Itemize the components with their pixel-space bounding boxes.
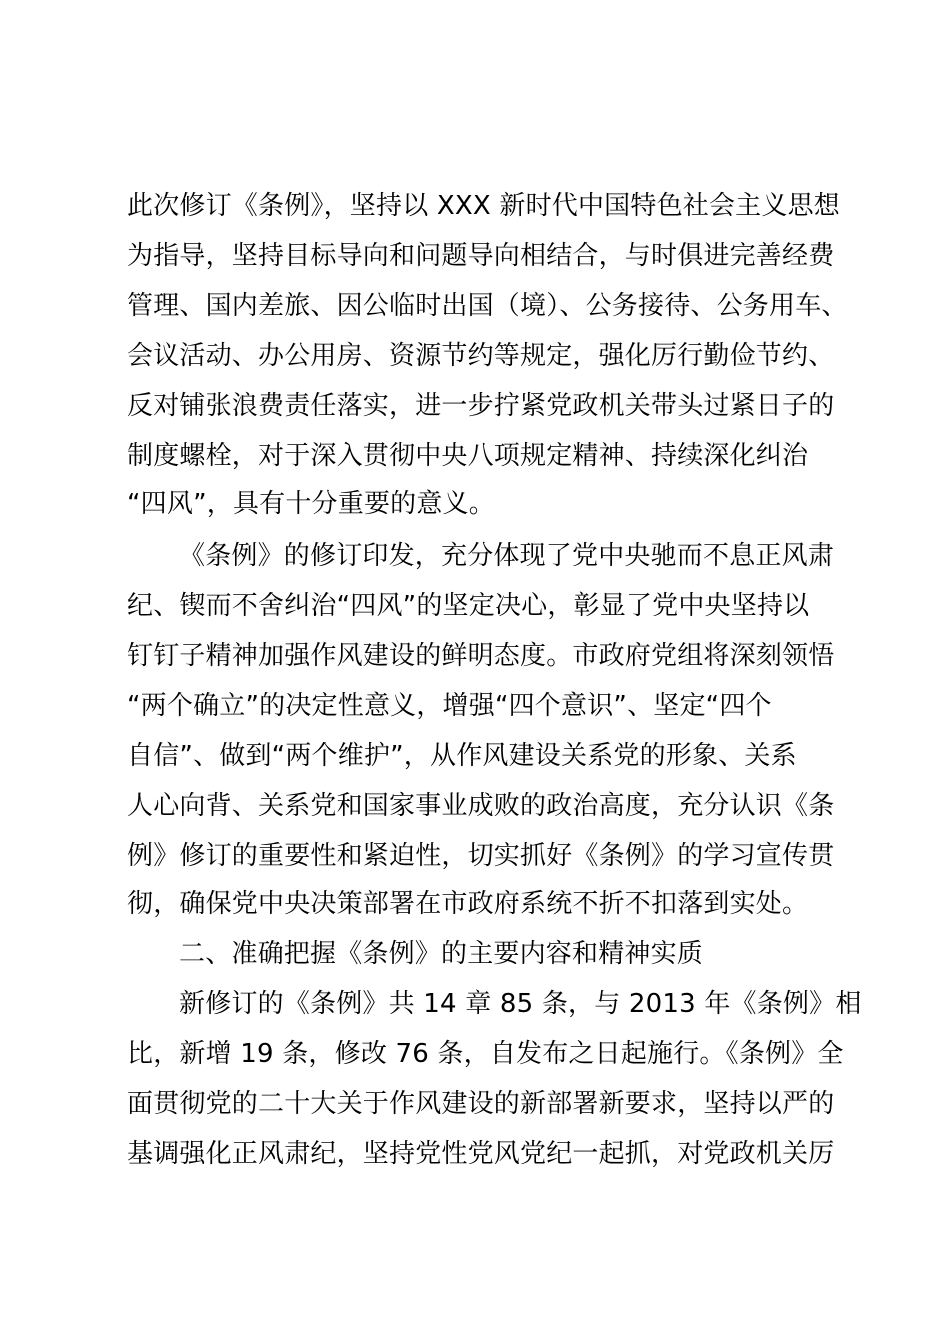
text-line: “两个确立”的决定性意义，增强“四个意识”、坚定“四个 [127,691,772,721]
text-line: 此次修订《条例》，坚持以 XXX 新时代中国特色社会主义思想 [127,191,840,221]
text-line: 为指导，坚持目标导向和问题导向相结合，与时俱进完善经费 [127,241,835,271]
text-line: 人心向背、关系党和国家事业成败的政治高度，充分认识《条 [127,791,835,821]
text-line: 管理、国内差旅、因公临时出国（境）、公务接待、公务用车、 [127,291,848,321]
text-line: 例》修订的重要性和紧迫性，切实抓好《条例》的学习宣传贯 [127,841,835,871]
text-line: 自信”、做到“两个维护”，从作风建设关系党的形象、关系 [127,741,797,771]
text-line: 基调强化正风肃纪，坚持党性党风党纪一起抓，对党政机关厉 [127,1139,835,1169]
text-line: 反对铺张浪费责任落实，进一步拧紧党政机关带头过紧日子的 [127,391,835,421]
text-line: 钉钉子精神加强作风建设的鲜明态度。市政府党组将深刻领悟 [127,641,835,671]
paragraph-first-line: 《条例》的修订印发，充分体现了党中央驰而不息正风肃 [179,541,835,571]
text-line: 制度螺栓，对于深入贯彻中央八项规定精神、持续深化纠治 [127,441,809,471]
text-line: 面贯彻党的二十大关于作风建设的新部署新要求，坚持以严的 [127,1089,835,1119]
text-line: 彻，确保党中央决策部署在市政府系统不折不扣落到实处。 [127,889,809,919]
section-heading: 二、准确把握《条例》的主要内容和精神实质 [179,939,704,969]
text-line: “四风”，具有十分重要的意义。 [127,489,495,519]
text-line: 比，新增 19 条，修改 76 条，自发布之日起施行。《条例》全 [127,1039,844,1069]
text-line: 会议活动、办公用房、资源节约等规定，强化厉行勤俭节约、 [127,341,835,371]
paragraph-first-line: 新修订的《条例》共 14 章 85 条，与 2013 年《条例》相 [179,989,862,1019]
text-line: 纪、锲而不舍纠治“四风”的坚定决心，彰显了党中央坚持以 [127,591,810,621]
